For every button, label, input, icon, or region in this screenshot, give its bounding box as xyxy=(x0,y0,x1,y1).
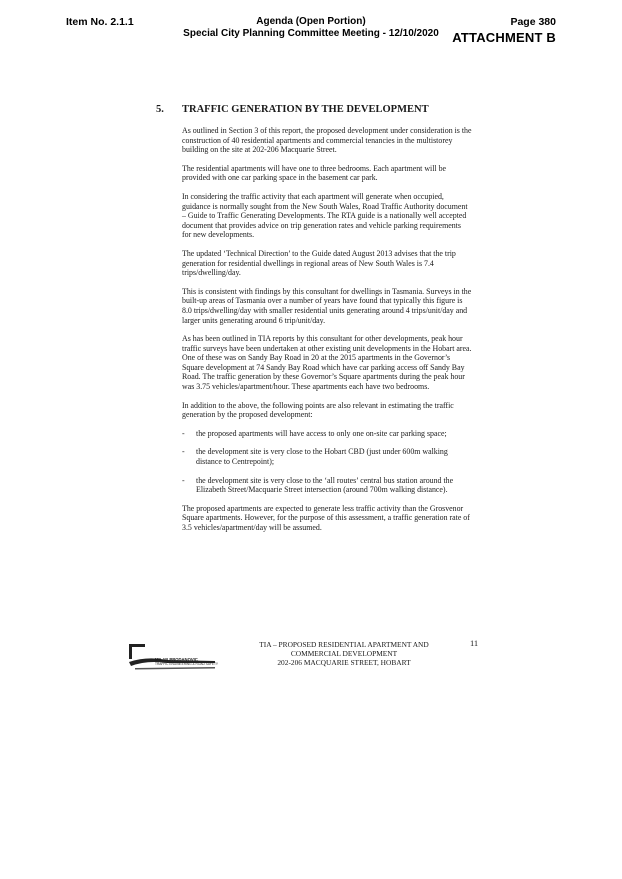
paragraph: As outlined in Section 3 of this report, the proposed development under consideration is the construction of 40 residential apartments and commercial tenancies in the multistorey building on the site at 202-206 Macquarie Street. xyxy=(182,126,472,155)
item-number: Item No. 2.1.1 xyxy=(66,16,134,28)
page-number-header: Page 380 xyxy=(510,16,556,28)
bullet-item xyxy=(182,429,472,439)
closing-paragraph: The proposed apartments are expected to generate less traffic activity than the Grosvenor Square apartments. However, for the purpose of this assessment, a traffic generation rate of 3.5 vehicles/apartment/day will be assumed. xyxy=(182,503,470,532)
document-body xyxy=(182,126,472,542)
company-logo xyxy=(127,642,217,672)
paragraph: In considering the traffic activity that each apartment will generate when occupied, guidance is normally sought from the New South Wales, Road Traffic Authority document – Guide to Traffic Generating Developments. The RTA guide is a nationally well accepted document that provides advice on trip generation rates and vehicle parking requirements for new developments. xyxy=(182,191,468,240)
paragraph: In addition to the above, the following points are also relevant in estimating the traffic generation by the proposed development: xyxy=(182,400,454,420)
bullet-marker: - xyxy=(182,475,185,485)
bullet-marker: - xyxy=(182,447,185,457)
paragraph: This is consistent with findings by this consultant for dwellings in Tasmania. Surveys in the built-up areas of Tasmania over a number of years have found that typically this figure is 8.0 trips/dwelling/day with smaller residential units generating around 4 trips/unit/day and larger units generating around 6 trip/unit/day. xyxy=(182,286,472,325)
footer-line: 202-206 MACQUARIE STREET, HOBART xyxy=(277,658,411,667)
logo-name: MILAN PRODANOVIC xyxy=(155,657,198,662)
attachment-label: ATTACHMENT B xyxy=(452,30,556,45)
paragraph: The updated ‘Technical Direction’ to the Guide dated August 2013 advises that the trip generation for residential dwellings in regional areas of New South Wales is 7.4 trips/dwelling/day. xyxy=(182,248,456,278)
paragraph: The residential apartments will have one to three bedrooms. Each apartment will be provided with one car parking space in the basement car park. xyxy=(182,163,447,183)
bullet-text: the development site is very close to the ‘all routes’ central bus station around the Elizabeth Street/Macquarie Street intersection (around 700m walking distance). xyxy=(196,475,454,495)
footer-page-number: 11 xyxy=(470,638,479,648)
bullet-item xyxy=(182,476,472,495)
bullet-text: the proposed apartments will have access to only one on-site car parking space; xyxy=(196,428,447,438)
agenda-title: Agenda (Open Portion) xyxy=(256,16,366,27)
logo-tagline: TRAFFIC ENGINEERING & ROAD SAFETY xyxy=(155,662,219,666)
section-title: TRAFFIC GENERATION BY THE DEVELOPMENT xyxy=(182,104,429,115)
bullet-item xyxy=(182,447,472,466)
bullet-marker: - xyxy=(182,428,185,438)
bullet-text: the development site is very close to the Hobart CBD (just under 600m walking distance to Centrepoint); xyxy=(196,447,448,467)
paragraph: As has been outlined in TIA reports by this consultant for other developments, peak hour traffic surveys have been undertaken at other existing unit developments in the Hobart area. One of these was on Sandy Bay Road in 20 at the 2015 apartments in the Governor’s Square development at 74 Sandy Bay Road which have car parking access off Sandy Bay Road. The traffic generation by these Governor’s Square apartments during the peak hour was 3.75 vehicles/apartment/hour. These apartments each have two bedrooms. xyxy=(182,334,472,392)
footer-line: COMMERCIAL DEVELOPMENT xyxy=(290,649,398,658)
footer-line: TIA – PROPOSED RESIDENTIAL APARTMENT AND xyxy=(259,640,429,649)
section-number: 5. xyxy=(156,104,164,115)
meeting-title: Special City Planning Committee Meeting - 12/10/2020 xyxy=(183,28,439,39)
section-heading xyxy=(156,104,429,115)
footer xyxy=(232,640,456,667)
